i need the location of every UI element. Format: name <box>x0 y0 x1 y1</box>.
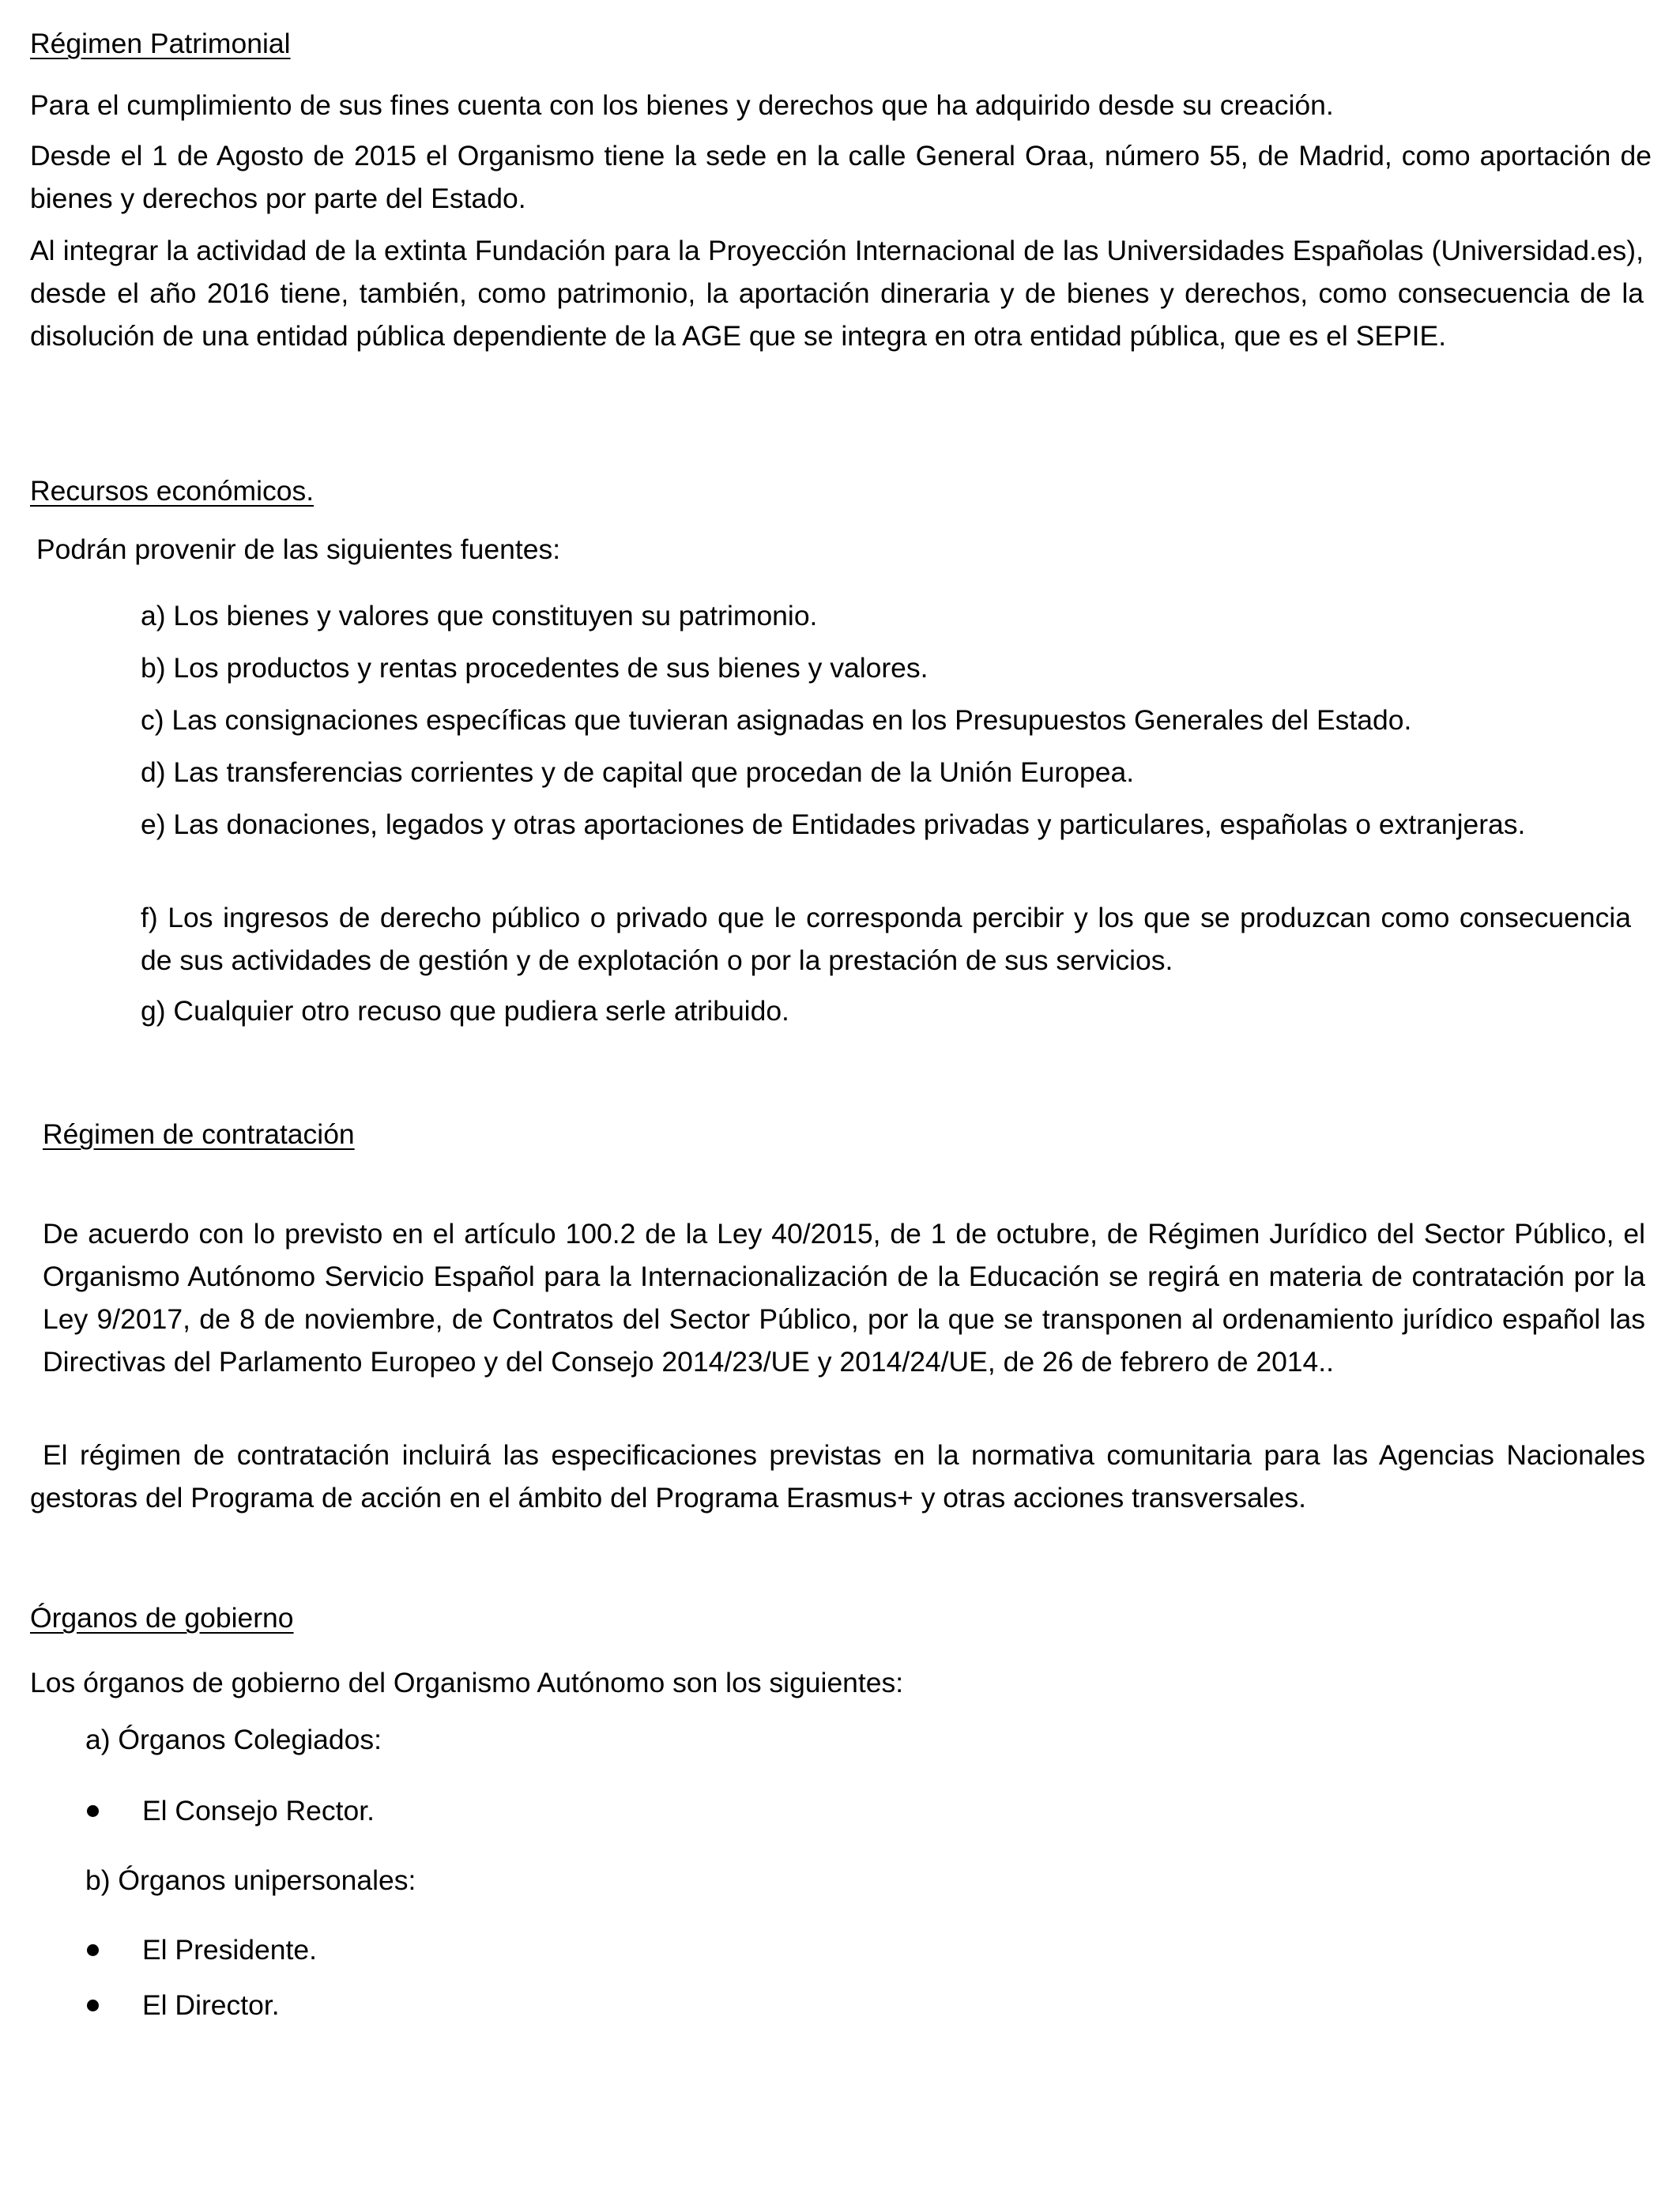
list-item-consejo-rector: El Consejo Rector. <box>142 1795 375 1826</box>
heading-regimen-patrimonial: Régimen Patrimonial <box>30 28 291 59</box>
list-item-recurso-b: b) Los productos y rentas procedentes de sus bienes y valores. <box>141 652 929 684</box>
list-item-recurso-a: a) Los bienes y valores que constituyen su patrimonio. <box>141 600 818 631</box>
label-organos-colegiados: a) Órganos Colegiados: <box>85 1724 382 1755</box>
paragraph-patrimonio-sede: Desde el 1 de Agosto de 2015 el Organismo tiene la sede en la calle General Oraa, número 55, de Madrid, como aportación de bienes y derechos por parte del Estado. <box>30 140 1652 214</box>
label-organos-unipersonales: b) Órganos unipersonales: <box>85 1864 416 1896</box>
list-item-director: El Director. <box>142 1989 280 2021</box>
list-item-recurso-e: e) Las donaciones, legados y otras aportaciones de Entidades privadas y particulares, españolas o extranjeras. <box>141 809 1526 840</box>
heading-recursos-economicos: Recursos económicos. <box>30 475 315 507</box>
list-item-presidente: El Presidente. <box>142 1934 318 1966</box>
paragraph-recursos-intro: Podrán provenir de las siguientes fuentes: <box>36 533 561 565</box>
list-item-recurso-g: g) Cualquier otro recuso que pudiera serle atribuido. <box>141 995 789 1027</box>
heading-regimen-contratacion: Régimen de contratación <box>43 1118 355 1150</box>
paragraph-organos-intro: Los órganos de gobierno del Organismo Autónomo son los siguientes: <box>30 1667 904 1698</box>
heading-organos-gobierno: Órganos de gobierno <box>30 1602 294 1634</box>
bullet-icon <box>87 1944 99 1956</box>
list-item-recurso-d: d) Las transferencias corrientes y de capital que procedan de la Unión Europea. <box>141 756 1135 788</box>
list-item-recurso-f: f) Los ingresos de derecho público o privado que le corresponda percibir y los que se produzcan como consecuencia de sus actividades de gestión y de explotación o por la prestación de sus servicios. <box>141 902 1631 976</box>
paragraph-patrimonio-fundacion: Al integrar la actividad de la extinta Fundación para la Proyección Internacional de las Universidades Españolas (Universidad.es), desde el año 2016 tiene, también, como patrimonio, la aportación dineraria y de bienes y derechos, como consecuencia de la disolución de una entidad pública dependiente de la AGE que se integra en otra entidad pública, que es el SEPIE. <box>30 235 1644 352</box>
bullet-icon <box>87 2000 99 2011</box>
list-item-recurso-c: c) Las consignaciones específicas que tuvieran asignadas en los Presupuestos Generales del Estado. <box>141 704 1412 736</box>
paragraph-contratacion-ley: De acuerdo con lo previsto en el artículo 100.2 de la Ley 40/2015, de 1 de octubre, de Régimen Jurídico del Sector Público, el Organismo Autónomo Servicio Español para la Internacionalización de la Educación se regirá en materia de contratación por la Ley 9/2017, de 8 de noviembre, de Contratos del Sector Público, por la que se transponen al ordenamiento jurídico español las Directivas del Parlamento Europeo y del Consejo 2014/23/UE y 2014/24/UE, de 26 de febrero de 2014.. <box>43 1218 1645 1378</box>
bullet-icon <box>87 1805 99 1817</box>
paragraph-contratacion-especificaciones: El régimen de contratación incluirá las especificaciones previstas en la normativa comunitaria para las Agencias Nacionales gestoras del Programa de acción en el ámbito del Programa Erasmus+ y otras acciones transversales. <box>30 1439 1645 1514</box>
paragraph-patrimonio-fines: Para el cumplimiento de sus fines cuenta con los bienes y derechos que ha adquirido desde su creación. <box>30 89 1334 121</box>
